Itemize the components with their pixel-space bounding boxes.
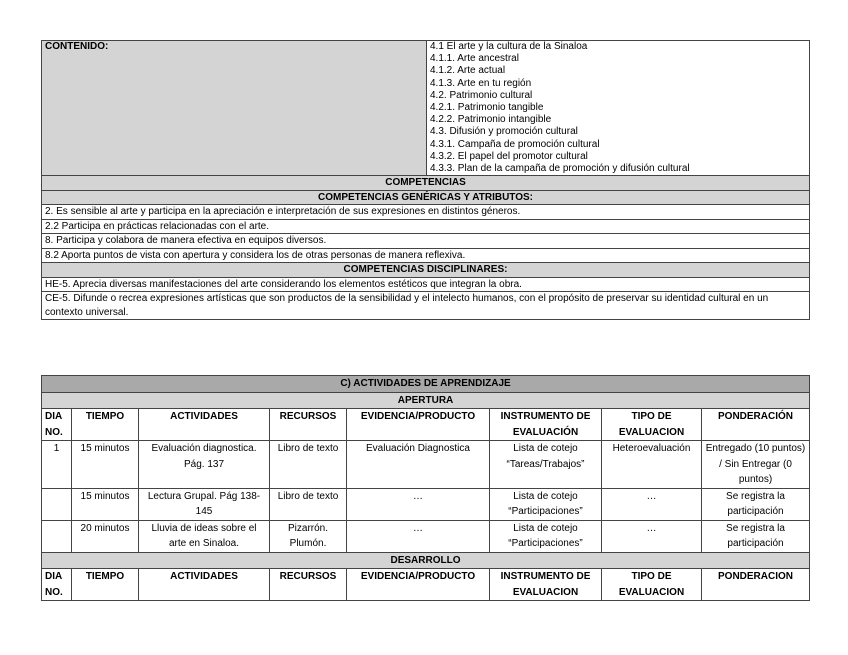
competencias-title: COMPETENCIAS: [42, 176, 810, 191]
header-recursos: RECURSOS: [270, 409, 347, 441]
competencia-disciplinar-item: CE-5. Difunde o recrea expresiones artísticas que son productos de la sensibilidad y el intelecto humanos, con el propósito de preservar su identidad cultural en un contexto universal.: [42, 292, 810, 320]
cell-instrumento: Lista de cotejo “Participaciones”: [490, 520, 602, 552]
topic-item: 4.1.2. Arte actual: [430, 65, 506, 77]
header-instrumento: INSTRUMENTO DE EVALUACION: [490, 569, 602, 601]
contenido-row: [42, 41, 810, 176]
cell-dia: [42, 520, 72, 552]
cell-tiempo: 15 minutos: [72, 488, 139, 520]
table-row: [42, 488, 810, 520]
apertura-header-row: [42, 409, 810, 441]
competencias-genericas-title: COMPETENCIAS GENÉRICAS Y ATRIBUTOS:: [42, 190, 810, 205]
apertura-title: APERTURA: [42, 392, 810, 409]
header-ponderacion: PONDERACION: [702, 569, 810, 601]
header-dia: DIA NO.: [42, 409, 72, 441]
competencia-disciplinar-item: HE-5. Aprecia diversas manifestaciones del arte considerando los elementos estéticos que integran la obra.: [42, 277, 810, 292]
table-row: [42, 520, 810, 552]
topic-item: 4.1 El arte y la cultura de la Sinaloa: [430, 41, 588, 52]
cell-recursos: Pizarrón. Plumón.: [270, 520, 347, 552]
cell-tipo: …: [602, 520, 702, 552]
topic-item: 4.3.1. Campaña de promoción cultural: [430, 138, 600, 150]
cell-tiempo: 20 minutos: [72, 520, 139, 552]
header-tiempo: TIEMPO: [72, 569, 139, 601]
header-dia: DIA NO.: [42, 569, 72, 601]
header-tipo: TIPO DE EVALUACION: [602, 569, 702, 601]
cell-instrumento: Lista de cotejo “Participaciones”: [490, 488, 602, 520]
cell-recursos: Libro de texto: [270, 441, 347, 489]
topic-item: 4.1.1. Arte ancestral: [430, 53, 519, 65]
cell-actividades: Evaluación diagnostica. Pág. 137: [139, 441, 270, 489]
competencia-generica-item: 8.2 Aporta puntos de vista con apertura y considera los de otras personas de manera reflexiva.: [42, 248, 810, 263]
cell-tiempo: 15 minutos: [72, 441, 139, 489]
contenido-label: CONTENIDO:: [45, 41, 109, 52]
cell-dia: 1: [42, 441, 72, 489]
header-actividades: ACTIVIDADES: [139, 569, 270, 601]
competencia-generica-item: 2. Es sensible al arte y participa en la apreciación e interpretación de sus expresiones en distintos géneros.: [42, 205, 810, 220]
header-tiempo: TIEMPO: [72, 409, 139, 441]
cell-dia: [42, 488, 72, 520]
cell-tipo: …: [602, 488, 702, 520]
header-instrumento: INSTRUMENTO DE EVALUACIÓN: [490, 409, 602, 441]
actividades-table: [41, 375, 810, 601]
cell-tipo: Heteroevaluación: [602, 441, 702, 489]
cell-actividades: Lluvia de ideas sobre el arte en Sinaloa.: [139, 520, 270, 552]
cell-ponderacion: Se registra la participación: [702, 520, 810, 552]
cell-instrumento: Lista de cotejo “Tareas/Trabajos”: [490, 441, 602, 489]
table-row: [42, 441, 810, 489]
header-tipo: TIPO DE EVALUACION: [602, 409, 702, 441]
header-ponderacion: PONDERACIÓN: [702, 409, 810, 441]
topic-item: 4.3. Difusión y promoción cultural: [430, 126, 578, 138]
desarrollo-title: DESARROLLO: [42, 552, 810, 569]
desarrollo-header-row: [42, 569, 810, 601]
cell-evidencia: …: [347, 520, 490, 552]
topic-item: 4.3.3. Plan de la campaña de promoción y difusión cultural: [430, 163, 690, 175]
cell-recursos: Libro de texto: [270, 488, 347, 520]
topic-item: 4.2.2. Patrimonio intangible: [430, 114, 552, 126]
contenido-label-cell: [42, 41, 427, 176]
header-actividades: ACTIVIDADES: [139, 409, 270, 441]
actividades-title: C) ACTIVIDADES DE APRENDIZAJE: [42, 376, 810, 393]
competencia-generica-item: 8. Participa y colabora de manera efectiva en equipos diversos.: [42, 234, 810, 249]
topic-item: 4.2. Patrimonio cultural: [430, 89, 533, 101]
competencias-disciplinares-title: COMPETENCIAS DISCIPLINARES:: [42, 263, 810, 278]
header-recursos: RECURSOS: [270, 569, 347, 601]
topic-item: 4.3.2. El papel del promotor cultural: [430, 150, 588, 162]
contenido-competencias-table: [41, 40, 810, 320]
competencia-generica-item: 2.2 Participa en prácticas relacionadas con el arte.: [42, 219, 810, 234]
cell-evidencia: …: [347, 488, 490, 520]
cell-evidencia: Evaluación Diagnostica: [347, 441, 490, 489]
cell-actividades: Lectura Grupal. Pág 138-145: [139, 488, 270, 520]
header-evidencia: EVIDENCIA/PRODUCTO: [347, 409, 490, 441]
topic-item: 4.2.1. Patrimonio tangible: [430, 102, 544, 114]
contenido-topics: [427, 41, 810, 176]
header-evidencia: EVIDENCIA/PRODUCTO: [347, 569, 490, 601]
topic-item: 4.1.3. Arte en tu región: [430, 77, 532, 89]
cell-ponderacion: Se registra la participación: [702, 488, 810, 520]
cell-ponderacion: Entregado (10 puntos) / Sin Entregar (0 puntos): [702, 441, 810, 489]
